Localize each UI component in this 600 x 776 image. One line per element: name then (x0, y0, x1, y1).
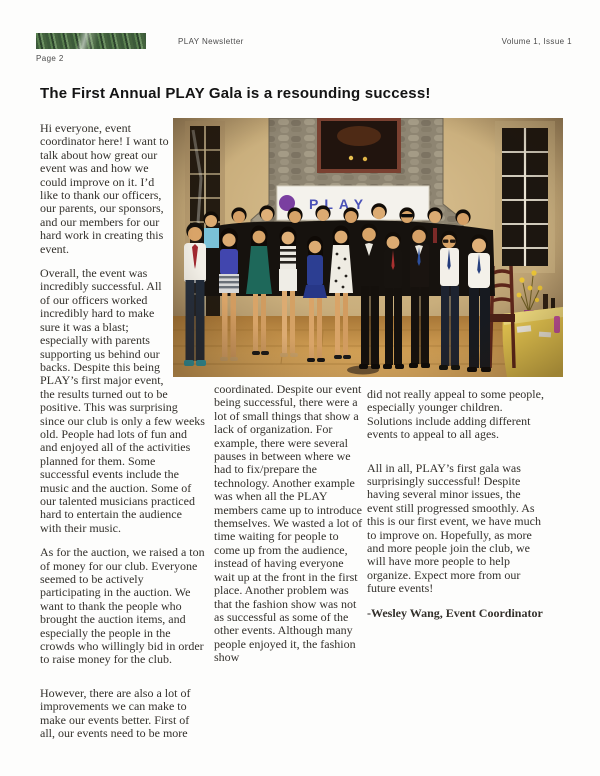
paragraph: However, there are also a lot of improvements we can make to make our events better. First of all, our events need to be more (40, 685, 191, 741)
paragraph: coordinated. Despite our event being successful, there were a lot of small things that show a lack of organization. For example, there were several pauses in between where we had to fix/prepare the technology. Another example was when all the PLAY members came up to introduce themselves. We wasted a lot of time waiting for people to come up from the audience, instead of having everyone wait up at the front in the first place. Another problem was that the fashion show was not as successful as some of the other events. Although many people enjoyed it, the fashion show (214, 382, 363, 665)
article-column-right (367, 388, 545, 631)
paragraph: All in all, PLAY’s first gala was surprisingly successful! Despite having several minor issues, the event still progressed smoothly. As this is our first event, we have much to improve on. Hopefully, as more and more people join the club, we will have more people to help organize. Expect more from our future events! (367, 460, 541, 596)
paragraph: Overall, the event was incredibly successful. All of our officers worked incredibly hard to make sure it was a blast; especially with parents supporting us behind our backs. Despite this being PLAY’s first major event, the results turned out to be positive. This was surprising since our club is only a few weeks old. People had lots of fun and and enjoyed all of the activities planned for them. Some successful events include the music and the auction. Some of our talented musicians practiced hard to entertain the audience with their music. (40, 266, 205, 535)
page-number-label: Page 2 (36, 54, 64, 63)
author-signature: -Wesley Wang, Event Coordinator (367, 605, 543, 620)
masthead-photo-strip (36, 33, 146, 49)
paragraph: As for the auction, we raised a ton of money for our club. Everyone seemed to be actively participating in the auction. We want to thank the people who brought the auction items, and especially the people in the crowds who willingly bid in order to raise money for the club. (40, 545, 205, 667)
article-headline: The First Annual PLAY Gala is a resounding success! (40, 85, 431, 102)
article-column-middle (214, 383, 366, 676)
issue-label: Volume 1, Issue 1 (501, 37, 572, 46)
gala-group-photo (173, 118, 563, 377)
paragraph: did not really appeal to some people, especially younger children. Solutions include adding different events to appeal to all ages. (367, 387, 544, 442)
article-column-left (40, 122, 205, 751)
paragraph: Hi everyone, event coordinator here! I want to talk about how great our event was and how we could improve on it. I’d like to thank our officers, our parents, our sponsors, and our members for our hard work in creating this event. (40, 121, 169, 256)
masthead-title: PLAY Newsletter (178, 37, 244, 46)
photo-vignette (173, 118, 563, 377)
photo-wrap-spacer (171, 122, 205, 376)
